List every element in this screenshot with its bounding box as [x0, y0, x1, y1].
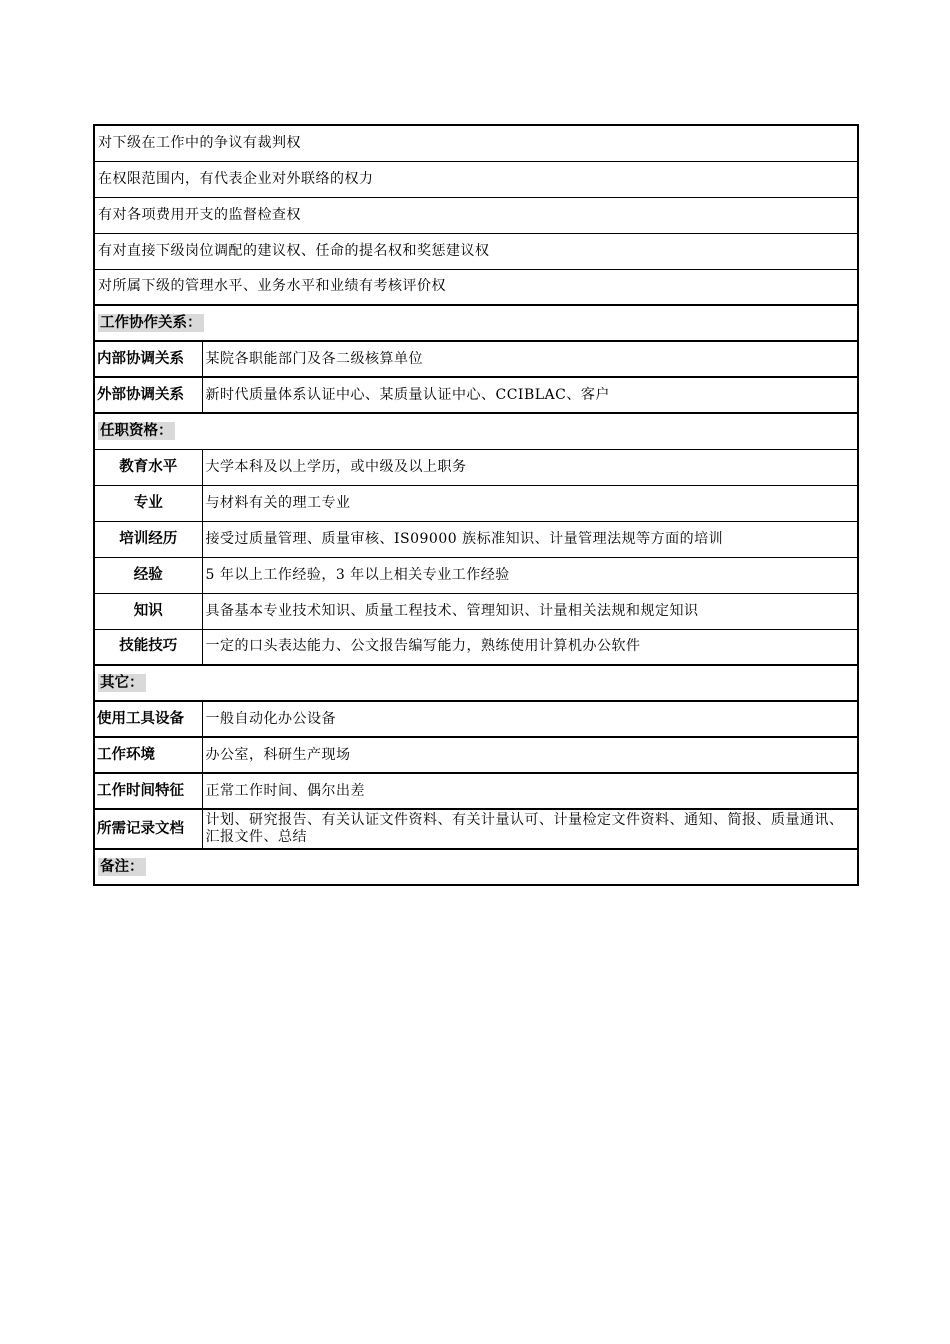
- row-value: 具备基本专业技术知识、质量工程技术、管理知识、计量相关法规和规定知识: [202, 593, 858, 629]
- table-row: [94, 449, 858, 485]
- table-row: [94, 629, 858, 665]
- row-label: 经验: [94, 557, 202, 593]
- row-value: 接受过质量管理、质量审核、IS09000 族标准知识、计量管理法规等方面的培训: [202, 521, 858, 557]
- row-value: 5 年以上工作经验，3 年以上相关专业工作经验: [202, 557, 858, 593]
- row-label: 培训经历: [94, 521, 202, 557]
- table-row: [94, 701, 858, 737]
- table-row: [94, 341, 858, 377]
- authority-item: 对所属下级的管理水平、业务水平和业绩有考核评价权: [94, 269, 858, 305]
- authority-row: [94, 269, 858, 305]
- table-row: [94, 593, 858, 629]
- row-label: 工作环境: [94, 737, 202, 773]
- row-value: 某院各职能部门及各二级核算单位: [202, 341, 858, 377]
- authority-item: 对下级在工作中的争议有裁判权: [94, 125, 858, 161]
- row-value: 一定的口头表达能力、公文报告编写能力，熟练使用计算机办公软件: [202, 629, 858, 665]
- authority-row: [94, 161, 858, 197]
- row-value: 新时代质量体系认证中心、某质量认证中心、CCIBLAC、客户: [202, 377, 858, 413]
- section-heading-cooperation: 工作协作关系：: [100, 314, 202, 331]
- row-label: 技能技巧: [94, 629, 202, 665]
- authority-row: [94, 233, 858, 269]
- row-value: 一般自动化办公设备: [202, 701, 858, 737]
- section-heading-remarks: 备注：: [100, 858, 144, 875]
- section-other: [94, 665, 858, 701]
- row-label: 外部协调关系: [94, 377, 202, 413]
- authority-item: 在权限范围内，有代表企业对外联络的权力: [94, 161, 858, 197]
- section-remarks: [94, 849, 858, 885]
- authority-row: [94, 197, 858, 233]
- authority-item: 有对各项费用开支的监督检查权: [94, 197, 858, 233]
- table-row: [94, 377, 858, 413]
- row-label: 教育水平: [94, 449, 202, 485]
- section-heading-qualifications: 任职资格：: [100, 422, 173, 439]
- row-value: 与材料有关的理工专业: [202, 485, 858, 521]
- table-row: [94, 521, 858, 557]
- section-qualifications: [94, 413, 858, 449]
- row-value: 办公室，科研生产现场: [202, 737, 858, 773]
- table-row: [94, 557, 858, 593]
- job-description-table: [93, 124, 859, 886]
- authority-item: 有对直接下级岗位调配的建议权、任命的提名权和奖惩建议权: [94, 233, 858, 269]
- row-label: 工作时间特征: [94, 773, 202, 809]
- row-label: 使用工具设备: [94, 701, 202, 737]
- authority-row: [94, 125, 858, 161]
- row-label: 专业: [94, 485, 202, 521]
- row-label: 内部协调关系: [94, 341, 202, 377]
- table-row: [94, 773, 858, 809]
- row-value: 大学本科及以上学历，或中级及以上职务: [202, 449, 858, 485]
- row-label: 知识: [94, 593, 202, 629]
- section-heading-other: 其它：: [100, 674, 144, 691]
- row-label: 所需记录文档: [94, 809, 202, 849]
- table-row: [94, 485, 858, 521]
- table-row: [94, 809, 858, 849]
- row-value: 正常工作时间、偶尔出差: [202, 773, 858, 809]
- table-row: [94, 737, 858, 773]
- section-cooperation: [94, 305, 858, 341]
- row-value: 计划、研究报告、有关认证文件资料、有关计量认可、计量检定文件资料、通知、简报、质量通讯、汇报文件、总结: [202, 809, 858, 849]
